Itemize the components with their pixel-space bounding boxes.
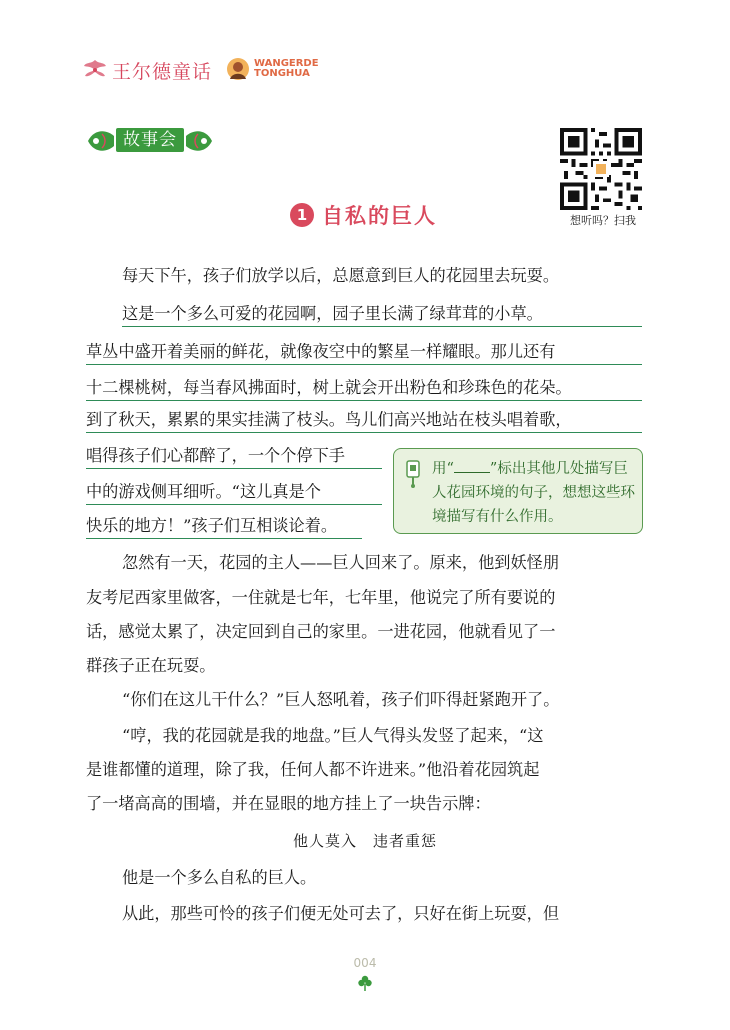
section-banner: [86, 124, 214, 158]
flourish-logo-icon: [82, 58, 108, 82]
underline: [122, 326, 642, 327]
text-line: 十二棵桃树，每当春风拂面时，树上就会开出粉色和珍珠色的花朵。: [86, 378, 572, 397]
qr-caption: 想听吗？扫我: [570, 214, 636, 227]
title-text: 自私的巨人: [322, 203, 437, 228]
story-title: [290, 200, 437, 230]
text-line: 了一堵高高的围墙，并在显眼的地方挂上了一块告示牌：: [86, 794, 491, 813]
author-portrait-icon: [226, 57, 250, 81]
text-line: 话，感觉太累了，决定回到自己的家里。一进花园，他就看见了一: [86, 622, 556, 641]
notice-sign-text: 他人莫入 违者重惩: [292, 832, 437, 850]
page-number: 004: [353, 956, 377, 970]
text-line: 群孩子正在玩耍。: [86, 656, 216, 675]
underline: [86, 504, 382, 505]
underline: [86, 538, 362, 539]
underline: [86, 432, 642, 433]
brand-title-en: WANGERDE TONGHUA: [254, 58, 319, 79]
text-line: 友考尼西家里做客，一住就是七年，七年里，他说完了所有要说的: [86, 588, 556, 607]
brand-title-cn: 王尔德童话: [112, 61, 213, 83]
text-line: “你们在这儿干什么？”巨人怒吼着，孩子们吓得赶紧跑开了。: [122, 690, 560, 709]
text-line: 忽然有一天，花园的主人——巨人回来了。原来，他到妖怪朋: [122, 553, 560, 572]
section-label: 故事会: [116, 128, 184, 152]
text-line: 这是一个多么可爱的花园啊，园子里长满了绿茸茸的小草。: [122, 304, 543, 323]
qr-code-icon[interactable]: [560, 128, 642, 210]
text-line: 唱得孩子们心都醉了，一个个停下手: [86, 446, 345, 465]
underline: [86, 400, 642, 401]
underline: [86, 364, 642, 365]
text-line: 从此，那些可怜的孩子们便无处可去了，只好在街上玩耍，但: [122, 904, 560, 923]
text-line: 草丛中盛开着美丽的鲜花，就像夜空中的繁星一样耀眼。那儿还有: [86, 342, 556, 361]
text-line: 每天下午，孩子们放学以后，总愿意到巨人的花园里去玩耍。: [122, 266, 560, 285]
reading-tip-text: 用“ ”标出其他几处描写巨人花园环境的句子，想想这些环境描写有什么作用。: [432, 457, 638, 529]
text-line: 是谁都懂的道理，除了我，任何人都不许进来。”他沿着花园筑起: [86, 760, 540, 779]
reading-tip-box: [393, 448, 643, 534]
text-line: 中的游戏侧耳细听。“这儿真是个: [86, 482, 321, 501]
text-line: 到了秋天，累累的果实挂满了枝头。鸟儿们高兴地站在枝头唱着歌，: [86, 410, 572, 429]
underline: [86, 468, 382, 469]
blank-underline: [454, 458, 490, 473]
pen-icon: [402, 459, 424, 489]
text-line: 他是一个多么自私的巨人。: [122, 868, 317, 887]
text-line: 快乐的地方！”孩子们互相谈论着。: [86, 516, 338, 535]
clover-ornament-icon: [357, 974, 373, 992]
title-number-badge: 1: [290, 203, 314, 227]
text-line: “哼，我的花园就是我的地盘。”巨人气得头发竖了起来，“这: [122, 726, 544, 745]
